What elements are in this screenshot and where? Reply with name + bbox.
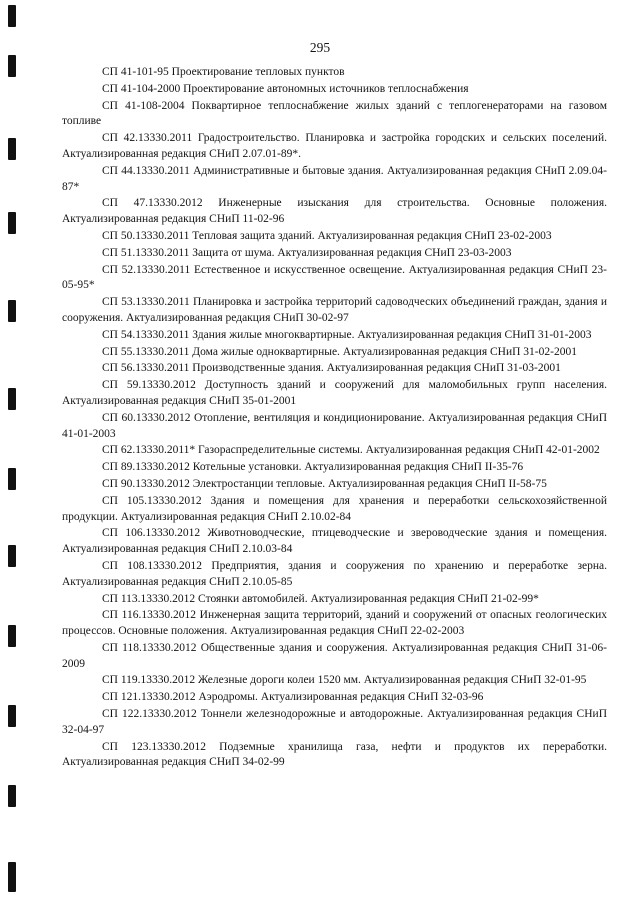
reference-entry: СП 41-108-2004 Поквартирное теплоснабжение жилых зданий с теплогенераторами на газовом топливе xyxy=(62,99,607,128)
binding-hole xyxy=(8,705,16,727)
reference-entry: СП 62.13330.2011* Газораспределительные системы. Актуализированная редакция СНиП 42-01-2002 xyxy=(102,444,600,457)
reference-entry: СП 59.13330.2012 Доступность зданий и сооружений для маломобильных групп населения. Актуализированная редакция СНиП 35-01-2001 xyxy=(62,379,607,407)
binding-hole xyxy=(8,55,16,77)
reference-entry: СП 41-101-95 Проектирование тепловых пунктов xyxy=(102,66,345,78)
reference-entry: СП 41-104-2000 Проектирование автономных источников теплоснабжения xyxy=(102,82,469,95)
reference-entry: СП 54.13330.2011 Здания жилые многоквартирные. Актуализированная редакция СНиП 31-01-2003 xyxy=(102,328,592,341)
reference-entry: СП 108.13330.2012 Предприятия, здания и сооружения по хранению и переработке зерна. Актуализированная редакция СНиП 2.10.05-85 xyxy=(62,559,607,588)
reference-entry: СП 47.13330.2012 Инженерные изыскания для строительства. Основные положения. Актуализированная редакция СНиП 11-02-96 xyxy=(62,197,607,226)
reference-entry: СП 106.13330.2012 Животноводческие, птицеводческие и звероводческие здания и помещения. Актуализированная редакция СНиП 2.10.03-84 xyxy=(62,527,607,556)
binding-strip xyxy=(0,0,22,905)
page-number: 295 xyxy=(309,40,331,55)
reference-entry: СП 52.13330.2011 Естественное и искусственное освещение. Актуализированная редакция СНиП 23-05-95* xyxy=(62,263,607,292)
reference-entry: СП 123.13330.2012 Подземные хранилища газа, нефти и продуктов их переработки. Актуализированная редакция СНиП 34-02-99 xyxy=(62,740,607,769)
reference-entry: СП 90.13330.2012 Электростанции тепловые. Актуализированная редакция СНиП II-58-75 xyxy=(102,477,547,490)
reference-entry: СП 121.13330.2012 Аэродромы. Актуализированная редакция СНиП 32-03-96 xyxy=(102,691,484,704)
binding-hole xyxy=(8,545,16,567)
reference-entry: СП 105.13330.2012 Здания и помещения для хранения и переработки сельскохозяйственной продукции. Актуализированная редакция СНиП 2.10.02-84 xyxy=(62,494,607,523)
reference-entry: СП 113.13330.2012 Стоянки автомобилей. Актуализированная редакция СНиП 21-02-99* xyxy=(102,592,539,605)
reference-entry: СП 50.13330.2011 Тепловая защита зданий. Актуализированная редакция СНиП 23-02-2003 xyxy=(102,229,552,242)
binding-hole xyxy=(8,468,16,490)
binding-hole xyxy=(8,212,16,234)
binding-hole xyxy=(8,388,16,410)
reference-entry: СП 89.13330.2012 Котельные установки. Актуализированная редакция СНиП II-35-76 xyxy=(102,461,524,474)
reference-entry: СП 51.13330.2011 Защита от шума. Актуализированная редакция СНиП 23-03-2003 xyxy=(102,246,512,259)
reference-entry: СП 55.13330.2011 Дома жилые одноквартирные. Актуализированная редакция СНиП 31-02-2001 xyxy=(102,345,577,358)
reference-entry: СП 56.13330.2011 Производственные здания. Актуализированная редакция СНиП 31-03-2001 xyxy=(102,362,561,375)
reference-entry: СП 119.13330.2012 Железные дороги колеи 1520 мм. Актуализированная редакция СНиП 32-01-95 xyxy=(102,674,587,687)
binding-hole xyxy=(8,5,16,27)
reference-entry: СП 122.13330.2012 Тоннели железнодорожные и автодорожные. Актуализированная редакция СНиП 32-04-97 xyxy=(62,708,607,736)
reference-entry: СП 42.13330.2011 Градостроительство. Планировка и застройка городских и сельских поселений. Актуализированная редакция СНиП 2.07.01-89*. xyxy=(62,132,607,160)
binding-hole xyxy=(8,862,16,892)
reference-entry: СП 60.13330.2012 Отопление, вентиляция и кондиционирование. Актуализированная редакция СНиП 41-01-2003 xyxy=(62,411,607,440)
binding-hole xyxy=(8,625,16,647)
reference-entry: СП 44.13330.2011 Административные и бытовые здания. Актуализированная редакция СНиП 2.09.04-87* xyxy=(62,164,607,193)
binding-hole xyxy=(8,300,16,322)
document-body xyxy=(62,65,607,772)
reference-entry: СП 53.13330.2011 Планировка и застройка территорий садоводческих объединений граждан, здания и сооружения. Актуализированная редакция СНиП 30-02-97 xyxy=(62,296,607,324)
binding-hole xyxy=(8,785,16,807)
reference-entry: СП 118.13330.2012 Общественные здания и сооружения. Актуализированная редакция СНиП 31-06-2009 xyxy=(62,641,607,670)
reference-entry: СП 116.13330.2012 Инженерная защита территорий, зданий и сооружений от опасных геологических процессов. Основные положения. Актуализированная редакция СНиП 22-02-2003 xyxy=(62,609,607,638)
binding-hole xyxy=(8,138,16,160)
